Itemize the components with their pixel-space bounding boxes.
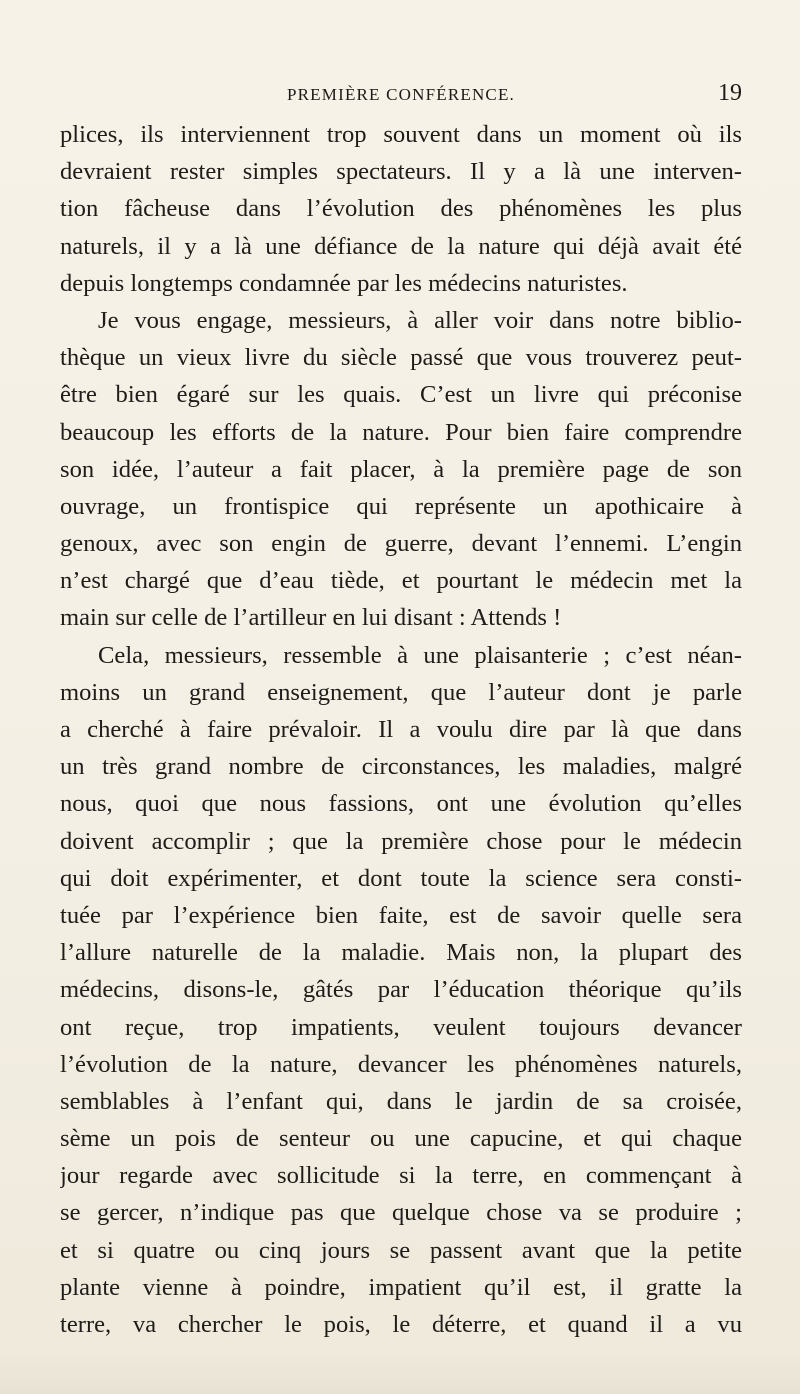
text-line: jour regarde avec sollicitude si la terre, en commençant à xyxy=(60,1162,742,1190)
text-line: depuis longtemps condamnée par les médecins naturistes. xyxy=(60,269,628,297)
text-line: n’est chargé que d’eau tiède, et pourtant le médecin met la xyxy=(60,567,742,595)
body-text xyxy=(60,116,742,1343)
text-line: sème un pois de senteur ou une capucine, et qui chaque xyxy=(60,1125,742,1153)
text-line: semblables à l’enfant qui, dans le jardin de sa croisée, xyxy=(60,1087,742,1115)
text-line: main sur celle de l’artilleur en lui disant : Attends ! xyxy=(60,604,562,632)
page-bottom-shade xyxy=(0,1354,800,1394)
text-line: moins un grand enseignement, que l’auteur dont je parle xyxy=(60,678,742,706)
text-line: terre, va chercher le pois, le déterre, et quand il a vu xyxy=(60,1311,742,1338)
text-line: tion fâcheuse dans l’évolution des phénomènes les plus xyxy=(60,195,742,223)
text-line: naturels, il y a là une défiance de la nature qui déjà avait été xyxy=(60,232,742,260)
running-title: PREMIÈRE CONFÉRENCE. xyxy=(286,85,516,104)
text-line: beaucoup les efforts de la nature. Pour bien faire comprendre xyxy=(60,418,742,446)
text-line: qui doit expérimenter, et dont toute la science sera consti- xyxy=(60,864,742,892)
text-line: doivent accomplir ; que la première chose pour le médecin xyxy=(60,827,742,855)
text-line: être bien égaré sur les quais. C’est un livre qui préconise xyxy=(60,381,742,409)
text-line: l’évolution de la nature, devancer les phénomènes naturels, xyxy=(60,1050,742,1078)
text-line: ont reçue, trop impatients, veulent toujours devancer xyxy=(60,1013,742,1041)
text-line: thèque un vieux livre du siècle passé que vous trouverez peut- xyxy=(60,344,742,372)
text-line: tuée par l’expérience bien faite, est de savoir quelle sera xyxy=(60,901,742,929)
text-line: genoux, avec son engin de guerre, devant l’ennemi. L’engin xyxy=(60,530,742,558)
text-line: plices, ils interviennent trop souvent dans un moment où ils xyxy=(60,121,742,148)
text-line: ouvrage, un frontispice qui représente un apothicaire à xyxy=(60,492,742,520)
page-number: 19 xyxy=(718,80,742,106)
paragraph-start-line: Je vous engage, messieurs, à aller voir dans notre biblio- xyxy=(98,306,742,334)
text-line: devraient rester simples spectateurs. Il y a là une interven- xyxy=(60,158,742,186)
text-line: et si quatre ou cinq jours se passent avant que la petite xyxy=(60,1236,742,1264)
text-line: l’allure naturelle de la maladie. Mais non, la plupart des xyxy=(60,939,742,967)
text-line: a cherché à faire prévaloir. Il a voulu dire par là que dans xyxy=(60,716,742,743)
text-line: plante vienne à poindre, impatient qu’il est, il gratte la xyxy=(60,1273,742,1301)
text-line: nous, quoi que nous fassions, ont une évolution qu’elles xyxy=(60,790,742,818)
paragraph-start-line: Cela, messieurs, ressemble à une plaisanterie ; c’est néan- xyxy=(98,641,742,669)
text-line: un très grand nombre de circonstances, les maladies, malgré xyxy=(60,753,742,781)
text-line: se gercer, n’indique pas que quelque chose va se produire ; xyxy=(60,1199,742,1227)
text-line: son idée, l’auteur a fait placer, à la première page de son xyxy=(60,455,742,483)
text-line: médecins, disons-le, gâtés par l’éducation théorique qu’ils xyxy=(60,976,742,1004)
running-header xyxy=(60,80,742,110)
